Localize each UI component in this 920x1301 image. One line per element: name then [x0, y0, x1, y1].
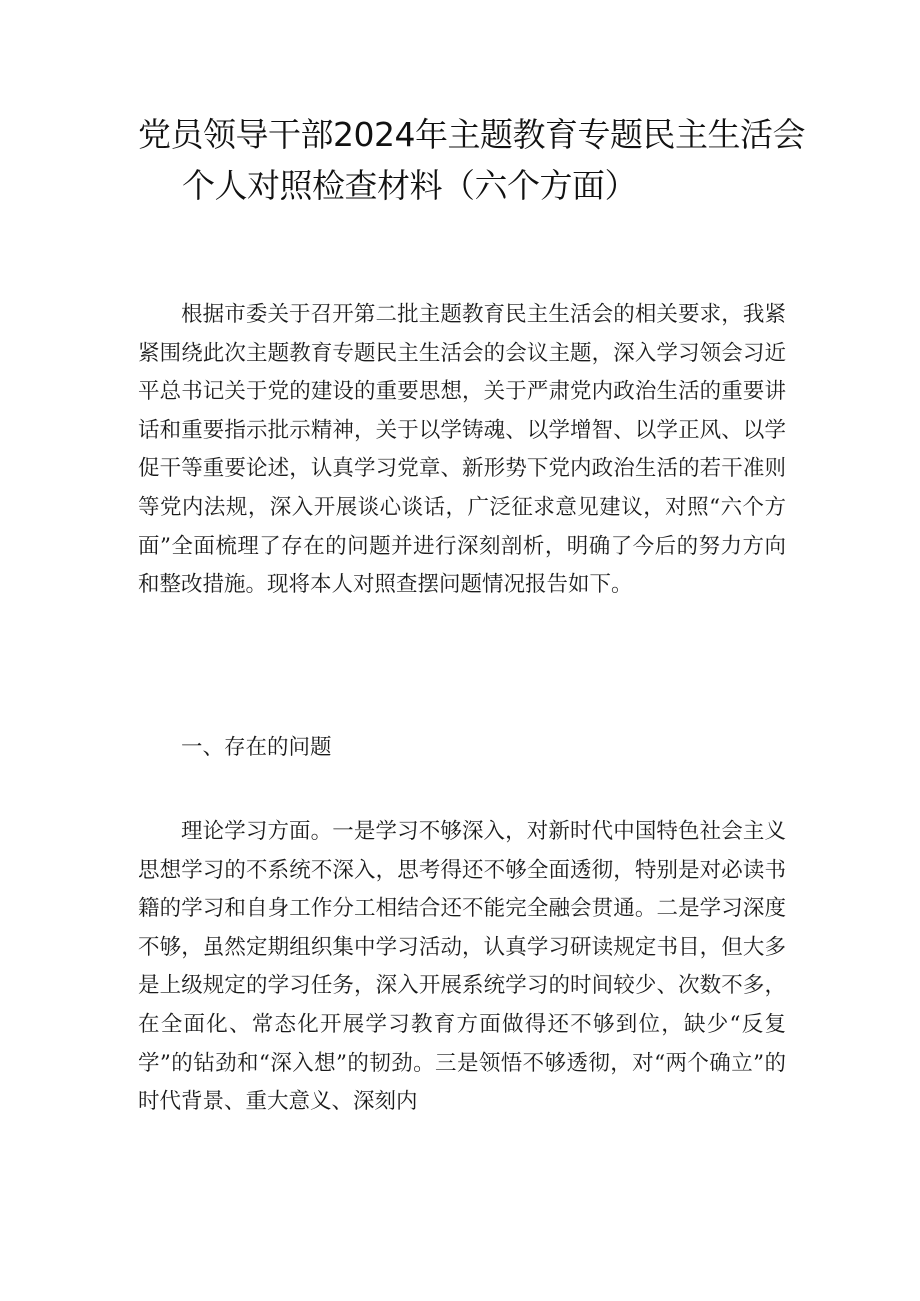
section-heading: 一、存在的问题 — [181, 735, 332, 760]
document-title-line-1: 党员领导干部2024年主题教育专题民主生活会 — [138, 115, 805, 154]
intro-paragraph: 根据市委关于召开第二批主题教育民主生活会的相关要求，我紧紧围绕此次主题教育专题民主生活会的会议主题，深入学习领会习近平总书记关于党的建设的重要思想，关于严肃党内政治生活的重要讲话和重要指示批示精神，关于以学铸魂、以学增智、以学正风、以学促干等重要论述，认真学习党章、新形势下党内政治生活的若干准则等党内法规，深入开展谈心谈话，广泛征求意见建议，对照“六个方面”全面梳理了存在的问题并进行深刻剖析，明确了今后的努力方向和整改措施。现将本人对照查摆问题情况报告如下。 — [138, 302, 786, 598]
section-paragraph: 理论学习方面。一是学习不够深入，对新时代中国特色社会主义思想学习的不系统不深入，思考得还不够全面透彻，特别是对必读书籍的学习和自身工作分工相结合还不能完全融会贯通。二是学习深度不够，虽然定期组织集中学习活动，认真学习研读规定书目，但大多是上级规定的学习任务，深入开展系统学习的时间较少、次数不多，在全面化、常态化开展学习教育方面做得还不够到位，缺少“反复学”的钻劲和“深入想”的韧劲。三是领悟不够透彻，对“两个确立”的时代背景、重大意义、深刻内 — [138, 819, 786, 1115]
document-title-line-2: 个人对照检查材料（六个方面） — [182, 166, 637, 205]
